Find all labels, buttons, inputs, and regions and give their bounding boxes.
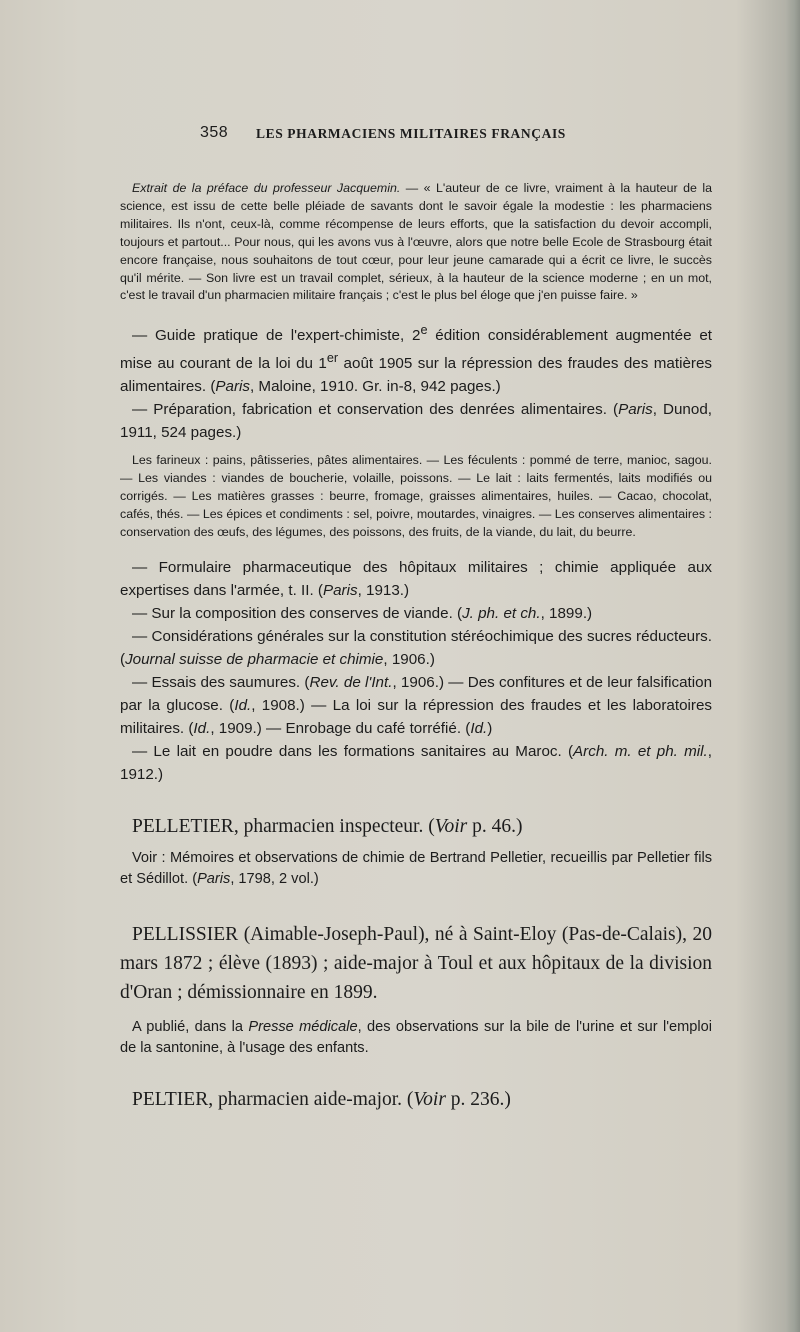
entry-peltier-heading: PELTIER, pharmacien aide-major. (Voir p. 236.) — [132, 1089, 511, 1110]
work-saumures: — Essais des saumures. (Rev. de l'Int., 1906.) — Des confitures et de leur falsification par la glucose. (Id., 1908.) — La loi sur la répression des fraudes et les laboratoires militaires. (Id., 1909.) — Enrobage du café torréfié. (Id.) — [120, 674, 713, 737]
entry-pellissier-bio: PELLISSIER (Aimable-Joseph-Paul), né à Saint-Eloy (Pas-de-Calais), 20 mars 1872 ; élève (1893) ; aide-major à Toul et aux hôpitaux de la division d'Oran ; démissionnaire en 1899. — [120, 924, 712, 1003]
preparation-contents: Les farineux : pains, pâtisseries, pâtes alimentaires. — Les féculents : pommé de terre, manioc, sagou. — Les viandes : viandes de boucherie, volaille, poissons. — Le lait : laits fermentés, laits modifiés ou corrigés. — Les matières grasses : beurre, fromage, graisses alimentaires, huiles. — Cacao, chocolat, cafés, thés. — Les épices et condiments : sel, poivre, moutardes, vinaigres. — Les conserves alimentaires : conservation des œufs, des légumes, des poissons, des fruits, de la viande, du lait, du beurre. — [120, 453, 712, 540]
page-content — [120, 180, 712, 1115]
work-lait-poudre: — Le lait en poudre dans les formations sanitaires au Maroc. (Arch. m. et ph. mil., 1912.) — [120, 743, 712, 783]
entry-pelletier-note: Voir : Mémoires et observations de chimie de Bertrand Pelletier, recueillis par Pelletier fils et Sédillot. (Paris, 1798, 2 vol.) — [120, 850, 712, 887]
extract-source: Extrait de la préface du professeur Jacquemin. — [132, 181, 401, 195]
work-guide-pratique: — Guide pratique de l'expert-chimiste, 2e édition considérablement augmentée et mise au courant de la loi du 1er août 1905 sur la répression des fraudes des matières alimentaires. (Paris, Maloine, 1910. Gr. in-8, 942 pages.) — [120, 323, 713, 396]
running-title: LES PHARMACIENS MILITAIRES FRANÇAIS — [256, 126, 566, 141]
work-conserves: — Sur la composition des conserves de viande. (J. ph. et ch., 1899.) — [132, 605, 593, 622]
extract-quote: — « L'auteur de ce livre, vraiment à la hauteur de la science, est issu de cette belle pléiade de savants dont le savoir égale la modestie : les pharmaciens militaires. Ils n'ont, ceux-là, comme récompense de leurs efforts, que la satisfaction du devoir accompli, toujours et partout... Pour nous, qui les avons vus à l'œuvre, alors que notre belle Ecole de Strasbourg était encore française, nous souhaitons de tout cœur, pour leur jeune camarade qui a écrit ce livre, le succès qu'il mérite. — Son livre est un travail complet, sérieux, à la hauteur de la science moderne ; en un mot, c'est le travail d'un pharmacien militaire français ; c'est le plus bel éloge que j'en puisse faire. » — [120, 181, 712, 303]
work-formulaire: — Formulaire pharmaceutique des hôpitaux militaires ; chimie appliquée aux expertises dans l'armée, t. II. (Paris, 1913.) — [120, 559, 712, 599]
page-number: 358 — [200, 124, 229, 141]
preface-extract — [120, 180, 712, 305]
work-sucres: — Considérations générales sur la constitution stéréochimique des sucres réducteurs. (Journal suisse de pharmacie et chimie, 1906.) — [120, 628, 712, 668]
entry-pellissier-publication: A publié, dans la Presse médicale, des observations sur la bile de l'urine et sur l'emploi de la santonine, à l'usage des enfants. — [120, 1019, 712, 1056]
entry-peltier-name: PELTIER — [132, 1089, 209, 1110]
page-header — [200, 124, 800, 146]
page-edge-shadow — [786, 0, 800, 1332]
work-preparation: — Préparation, fabrication et conservation des denrées alimentaires. (Paris, Dunod, 1911, 524 pages.) — [120, 401, 712, 442]
entry-pellissier-name: PELLISSIER — [132, 924, 239, 945]
entry-pelletier-heading: PELLETIER, pharmacien inspecteur. (Voir p. 46.) — [132, 816, 523, 837]
entry-pelletier-name: PELLETIER — [132, 816, 234, 837]
